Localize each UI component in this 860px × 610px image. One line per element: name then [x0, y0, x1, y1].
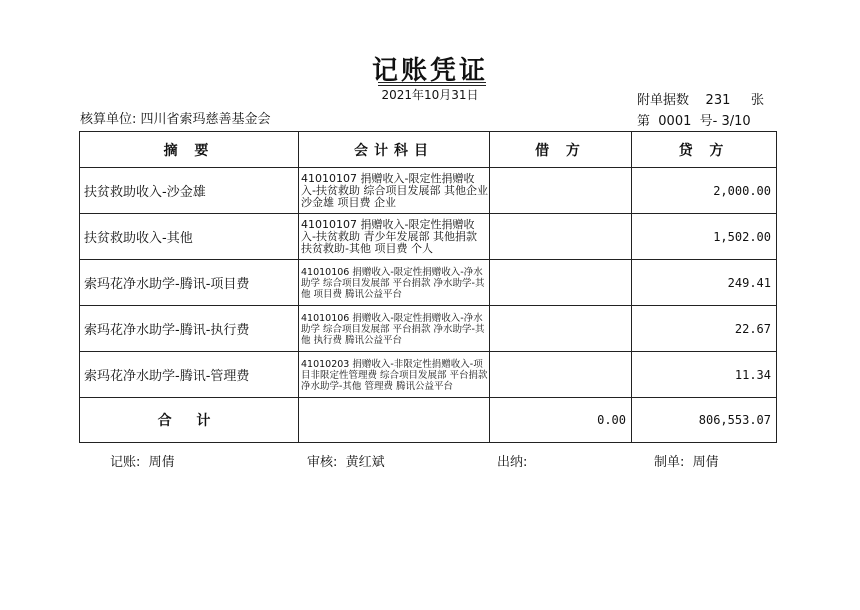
voucher-number — [637, 110, 751, 129]
cashier-signature — [497, 451, 536, 470]
row-debit — [490, 214, 632, 260]
attachments-unit: 张 — [751, 93, 765, 108]
row-debit — [490, 260, 632, 306]
reviewer-signature — [307, 451, 385, 470]
table-row — [80, 306, 777, 352]
row-account: 41010107 捐赠收入-限定性捐赠收入-扶贫救助 青少年发展部 其他捐款 扶贫救助-其他 项目费 个人 — [299, 214, 490, 260]
row-account: 41010106 捐赠收入-限定性捐赠收入-净水助学 综合项目发展部 平台捐款 净水助学-其他 项目费 腾讯公益平台 — [299, 260, 490, 306]
column-header-summary: 摘 要 — [80, 132, 299, 168]
total-credit: 806,553.07 — [632, 398, 777, 443]
row-account: 41010203 捐赠收入-非限定性捐赠收入-项目非限定性管理费 综合项目发展部 平台捐款 净水助学-其他 管理费 腾讯公益平台 — [299, 352, 490, 398]
reviewer-name: 黄红斌 — [345, 455, 385, 470]
cashier-label: 出纳: — [497, 455, 528, 470]
unit-name: 四川省索玛慈善基金会 — [140, 112, 271, 127]
column-header-credit: 贷 方 — [632, 132, 777, 168]
row-summary: 索玛花净水助学-腾讯-管理费 — [80, 352, 299, 398]
attachments-count: 231 — [705, 93, 731, 108]
voucher-prefix: 第 — [637, 114, 651, 129]
accounting-unit — [80, 108, 271, 127]
row-account: 41010107 捐赠收入-限定性捐赠收入-扶贫救助 综合项目发展部 其他企业 沙金雄 项目费 企业 — [299, 168, 490, 214]
bookkeeper-signature — [110, 451, 175, 470]
row-summary: 索玛花净水助学-腾讯-项目费 — [80, 260, 299, 306]
total-account-empty — [299, 398, 490, 443]
preparer-name: 周倩 — [692, 455, 719, 470]
column-header-account: 会计科目 — [299, 132, 490, 168]
voucher-suffix: 号- — [699, 114, 718, 129]
reviewer-label: 审核: — [307, 455, 338, 470]
unit-label: 核算单位: — [80, 112, 137, 127]
row-debit — [490, 352, 632, 398]
row-summary: 扶贫救助收入-其他 — [80, 214, 299, 260]
attachments-info — [637, 89, 764, 108]
row-credit: 249.41 — [632, 260, 777, 306]
voucher-date: 2021年10月31日 — [381, 88, 479, 102]
row-credit: 22.67 — [632, 306, 777, 352]
row-credit: 2,000.00 — [632, 168, 777, 214]
total-debit: 0.00 — [490, 398, 632, 443]
table-row — [80, 352, 777, 398]
preparer-label: 制单: — [654, 455, 685, 470]
row-debit — [490, 168, 632, 214]
table-row — [80, 168, 777, 214]
table-header-row — [80, 132, 777, 168]
voucher-table — [79, 131, 777, 443]
column-header-debit: 借 方 — [490, 132, 632, 168]
total-row — [80, 398, 777, 443]
row-account: 41010106 捐赠收入-限定性捐赠收入-净水助学 综合项目发展部 平台捐款 净水助学-其他 执行费 腾讯公益平台 — [299, 306, 490, 352]
bookkeeper-name: 周倩 — [148, 455, 175, 470]
row-debit — [490, 306, 632, 352]
attachments-label: 附单据数 — [637, 93, 690, 108]
total-label: 合 计 — [80, 398, 299, 443]
voucher-title: 记账凭证 — [371, 56, 488, 86]
table-row — [80, 214, 777, 260]
voucher-page: 3/10 — [721, 114, 751, 129]
bookkeeper-label: 记账: — [110, 455, 141, 470]
table-row — [80, 260, 777, 306]
preparer-signature — [654, 451, 719, 470]
row-summary: 索玛花净水助学-腾讯-执行费 — [80, 306, 299, 352]
voucher-number-value: 0001 — [658, 114, 692, 129]
row-credit: 11.34 — [632, 352, 777, 398]
row-credit: 1,502.00 — [632, 214, 777, 260]
row-summary: 扶贫救助收入-沙金雄 — [80, 168, 299, 214]
